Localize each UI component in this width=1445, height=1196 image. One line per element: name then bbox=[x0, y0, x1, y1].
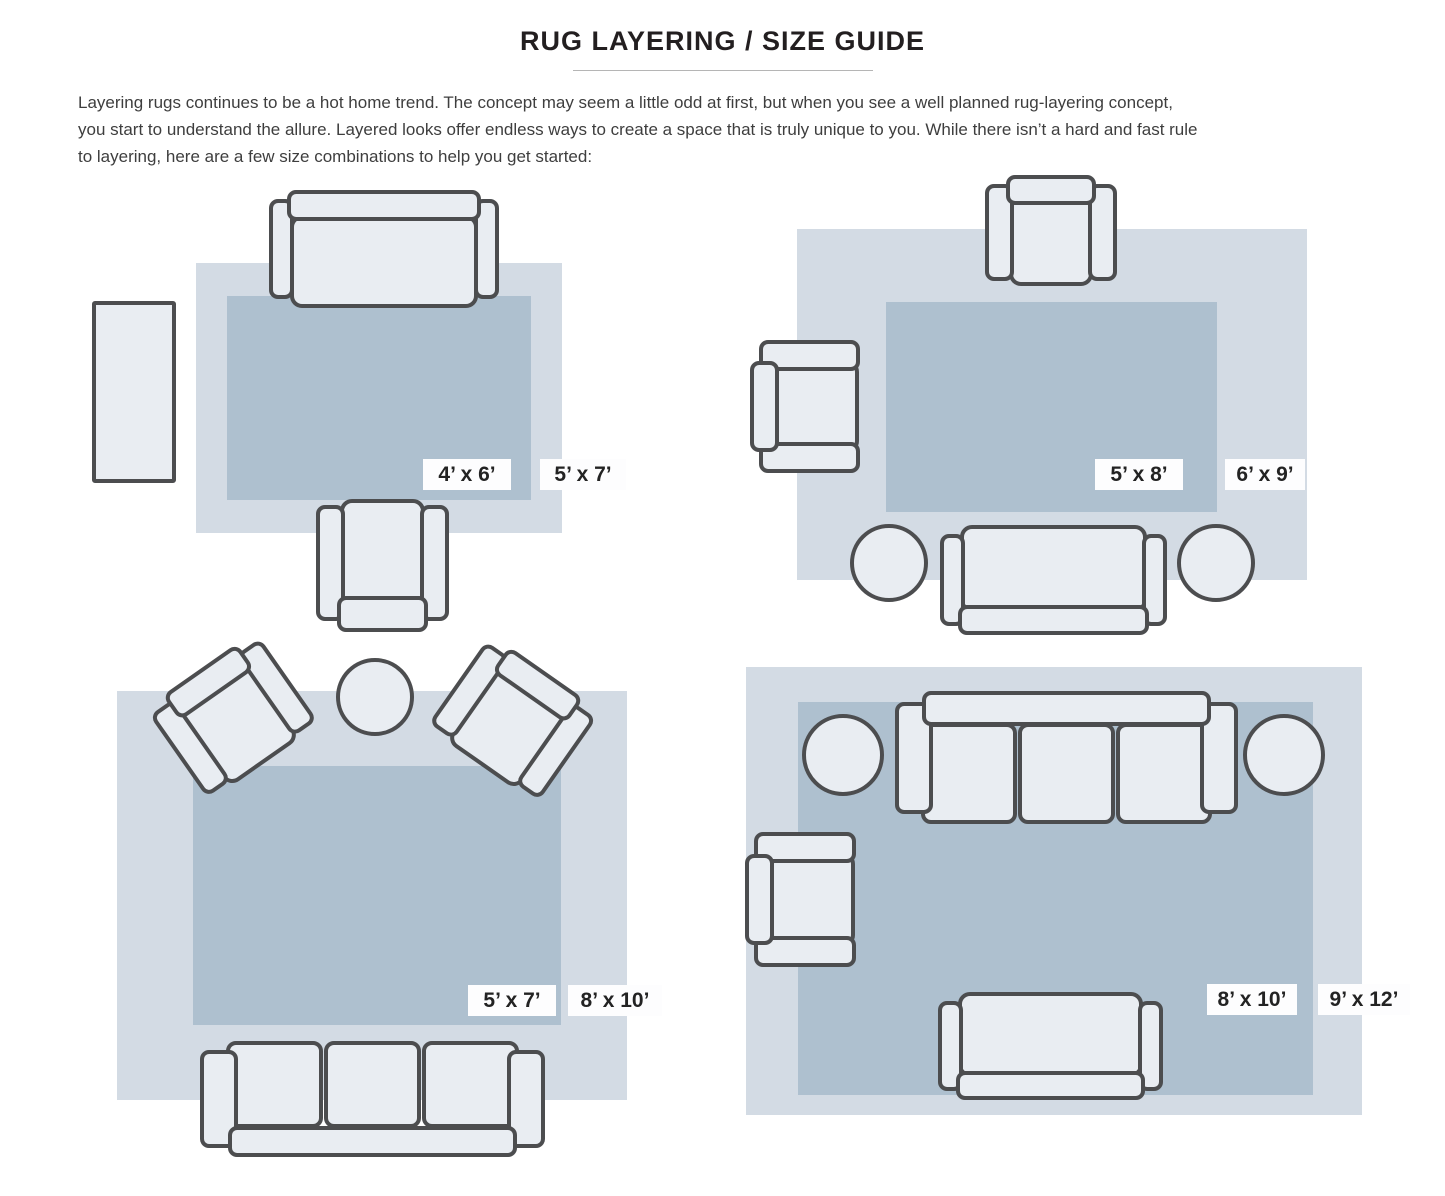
sofa-top bbox=[269, 190, 499, 308]
armchair-seat bbox=[775, 360, 859, 453]
round-side-table-left bbox=[802, 714, 884, 796]
sofa-backrest bbox=[287, 190, 480, 221]
scene-5x8-over-6x9 bbox=[740, 165, 1420, 665]
page-title: RUG LAYERING / SIZE GUIDE bbox=[519, 26, 926, 56]
three-seat-sofa-bottom bbox=[200, 1041, 545, 1157]
armchair-backrest bbox=[745, 854, 774, 946]
intro-paragraph bbox=[78, 89, 1378, 170]
armchair-left bbox=[750, 340, 862, 473]
sofa-cushion-2 bbox=[324, 1041, 421, 1128]
inner-rug-size-label: 5’ x 7’ bbox=[468, 985, 556, 1016]
armchair-backrest bbox=[1006, 175, 1096, 205]
armchair-seat bbox=[770, 852, 855, 947]
sofa-cushion-1 bbox=[921, 723, 1018, 824]
loveseat-backrest bbox=[956, 1071, 1145, 1100]
armchair-left bbox=[745, 832, 858, 967]
armchair-backrest bbox=[750, 361, 779, 451]
intro-line-3: to layering, here are a few size combinations to help you get started: bbox=[78, 147, 593, 166]
scene-5x7-over-8x10 bbox=[110, 640, 670, 1170]
inner-rug-size-label: 4’ x 6’ bbox=[423, 459, 511, 490]
sofa-cushion-2 bbox=[1018, 723, 1115, 824]
loveseat-bottom bbox=[938, 992, 1163, 1100]
round-side-table-left bbox=[850, 524, 928, 602]
sofa-backrest bbox=[228, 1126, 518, 1157]
armchair-top bbox=[985, 175, 1117, 287]
armchair-seat bbox=[340, 499, 425, 605]
armchair-bottom bbox=[316, 498, 449, 632]
outer-rug-size-label: 8’ x 10’ bbox=[568, 985, 662, 1016]
outer-rug-size-label: 5’ x 7’ bbox=[540, 459, 626, 490]
inner-rug-size-label: 8’ x 10’ bbox=[1207, 984, 1297, 1015]
round-accent-table bbox=[336, 658, 414, 736]
sofa-seat bbox=[960, 525, 1146, 612]
inner-rug-size-label: 5’ x 8’ bbox=[1095, 459, 1183, 490]
sofa-cushion-1 bbox=[226, 1041, 323, 1128]
intro-line-2: you start to understand the allure. Layered looks offer endless ways to create a space that is truly unique to you. While there isn’t a hard and fast rule bbox=[78, 120, 1198, 139]
console-table bbox=[92, 301, 176, 483]
three-seat-sofa-top bbox=[895, 691, 1238, 825]
round-side-table-right bbox=[1243, 714, 1325, 796]
loveseat-seat bbox=[958, 992, 1143, 1077]
intro-line-1: Layering rugs continues to be a hot home trend. The concept may seem a little odd at first, but when you see a well planned rug-layering concept, bbox=[78, 93, 1173, 112]
round-side-table-right bbox=[1177, 524, 1255, 602]
sofa-backrest bbox=[958, 605, 1149, 635]
armchair-seat bbox=[1009, 197, 1094, 286]
outer-rug-size-label: 6’ x 9’ bbox=[1225, 459, 1305, 490]
title-divider bbox=[573, 70, 873, 71]
scene-4x6-over-5x7 bbox=[90, 170, 650, 670]
armchair-backrest bbox=[337, 596, 427, 632]
scene-8x10-over-9x12 bbox=[740, 655, 1430, 1145]
sofa-cushion-3 bbox=[422, 1041, 519, 1128]
sofa-bottom bbox=[940, 525, 1167, 635]
sofa-seat bbox=[290, 215, 479, 308]
outer-rug-size-label: 9’ x 12’ bbox=[1318, 984, 1410, 1015]
sofa-backrest bbox=[922, 691, 1210, 726]
sofa-cushion-3 bbox=[1116, 723, 1213, 824]
